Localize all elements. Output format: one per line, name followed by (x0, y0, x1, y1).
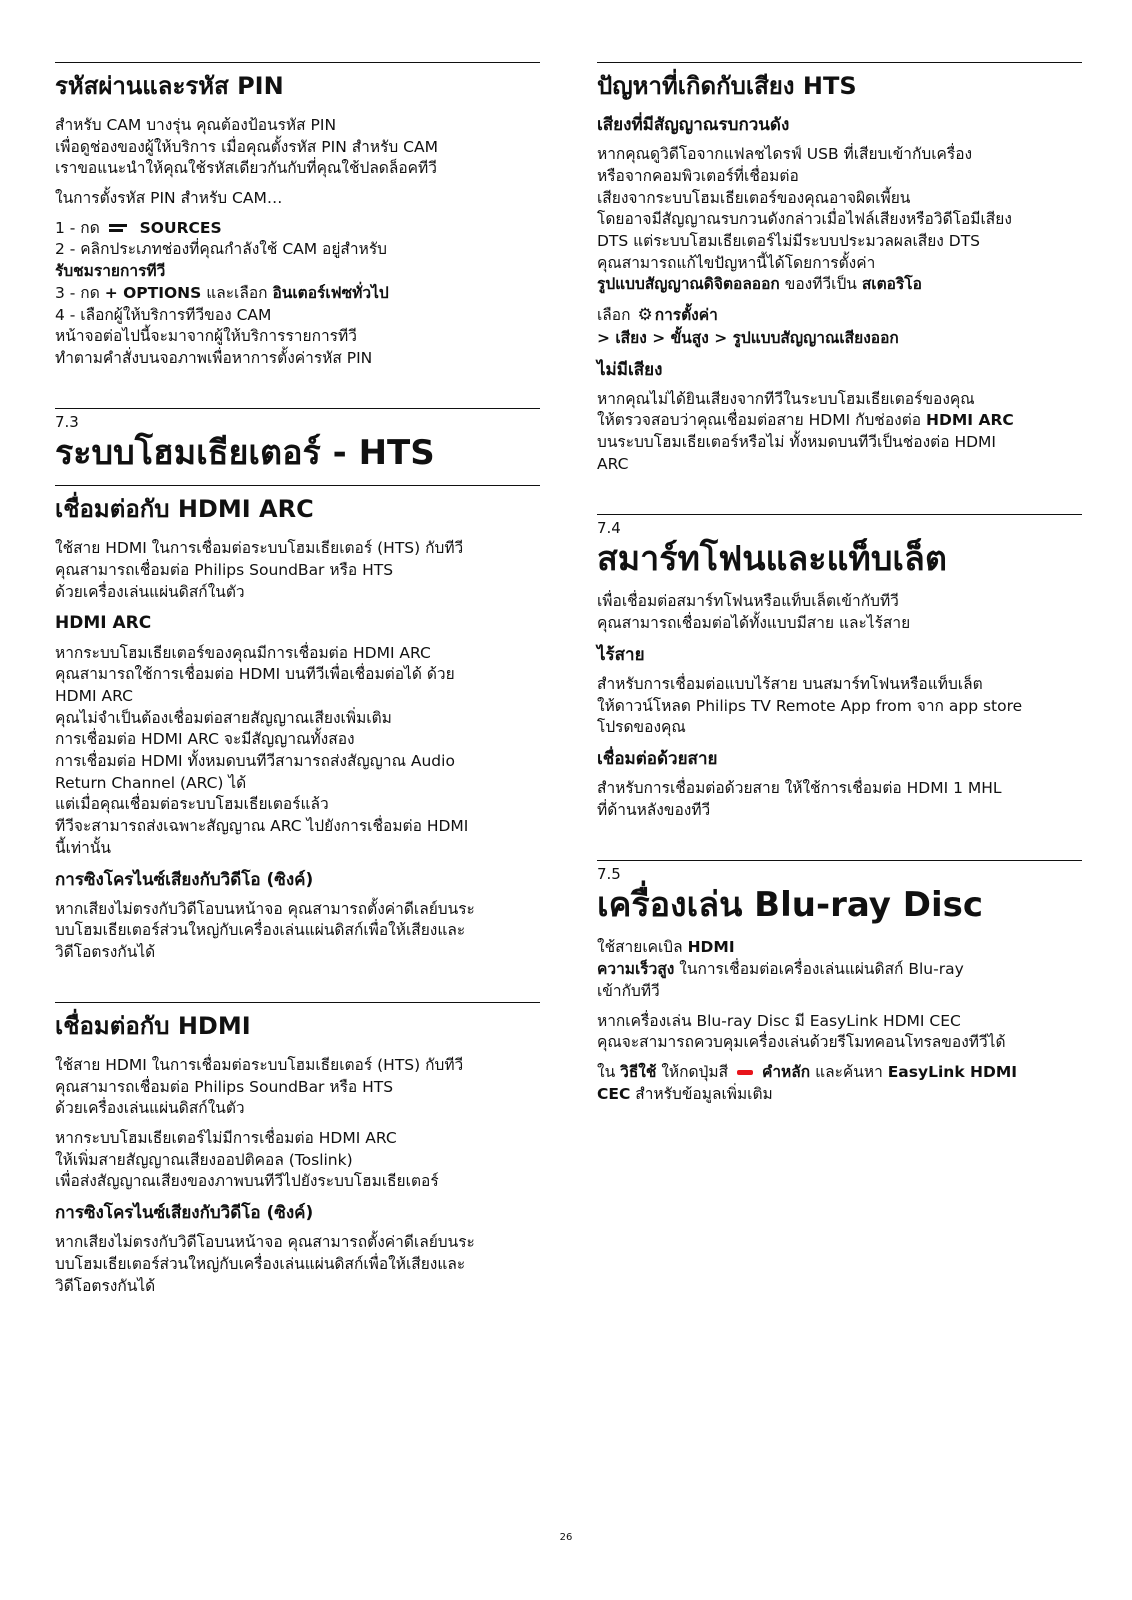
easylink-label: EasyLink HDMI (887, 1062, 1018, 1081)
text-line (597, 274, 1082, 296)
text-line: เข้ากับทีวี (597, 981, 660, 1000)
sync-body (55, 899, 540, 964)
text-line: คุณจะสามารถควบคุมเครื่องเล่นด้วยรีโมทคอนโทรลของทีวีได้ (597, 1033, 1006, 1052)
step-2-bold (55, 261, 540, 283)
text-line: หรือจากคอมพิวเตอร์ที่เชื่อมต่อ (597, 166, 799, 185)
text-line: เพื่อเชื่อมต่อสมาร์ทโฟนหรือแท็บเล็ตเข้ากับทีวี (597, 592, 899, 611)
step-3 (55, 283, 540, 305)
text-line (597, 1084, 1082, 1106)
hdmi-toslink (55, 1128, 540, 1193)
text-line: ให้เพิ่มสายสัญญาณเสียงออปติคอล (Toslink) (55, 1150, 353, 1169)
pin-heading: รหัสผ่านและรหัส PIN (55, 72, 284, 100)
bluray-help (597, 1062, 1082, 1105)
text-line: คุณไม่จำเป็นต้องเชื่อมต่อสายสัญญาณเสียงเพิ่มเติม (55, 708, 392, 727)
text-line: หน้าจอต่อไปนี้จะมาจากผู้ให้บริการรายการทีวี (55, 327, 357, 346)
text-line: เราขอแนะนำให้คุณใช้รหัสเดียวกันกับที่คุณใช้ปลดล็อคทีวี (55, 159, 437, 178)
text-line: ด้วยเครื่องเล่นแผ่นดิสก์ในตัว (55, 1099, 245, 1118)
text-line (597, 937, 1082, 959)
text-line: DTS แต่ระบบโฮมเธียเตอร์ไม่มีระบบประมวลผลเสียง DTS (597, 232, 981, 250)
text-line: นี้เท่านั้น (55, 838, 112, 857)
text-fragment: สำหรับข้อมูลเพิ่มเติม (635, 1084, 773, 1103)
wireless-subheading: ไร้สาย (597, 644, 645, 665)
step-text: 3 - กด (55, 283, 100, 302)
text-line: ที่ด้านหลังของทีวี (597, 800, 711, 819)
gear-icon: ⚙ (637, 305, 653, 326)
text-line: สำหรับการเชื่อมต่อด้วยสาย ให้ใช้การเชื่อมต่อ HDMI 1 MHL (597, 779, 1002, 798)
text-fragment: และค้นหา (815, 1062, 883, 1081)
smartphones-chapter-title: สมาร์ทโฟนและแท็บเล็ต (597, 538, 947, 579)
menu-path: > เสียง > ขั้นสูง > รูปแบบสัญญาณเสียงออก (597, 328, 899, 347)
text-line (597, 410, 1082, 432)
text-line: โปรดของคุณ (597, 718, 686, 737)
hdmi-label: HDMI (687, 938, 735, 957)
text-line: Return Channel (ARC) ได้ (55, 773, 247, 792)
hdmi-arc-heading: เชื่อมต่อกับ HDMI ARC (55, 495, 314, 524)
step-text: และเลือก (206, 283, 268, 302)
text-fragment: ให้กดปุ่มสี (661, 1062, 729, 1081)
text-line: สำหรับ CAM บางรุ่น คุณต้องป้อนรหัส PIN (55, 116, 337, 134)
text-fragment: ของทีวีเป็น (784, 275, 857, 294)
pin-steps (55, 218, 540, 370)
smartphones-intro (597, 591, 1082, 634)
page-number: 26 (559, 1532, 573, 1543)
text-line: หากคุณไม่ได้ยินเสียงจากทีวีในระบบโฮมเธียเตอร์ของคุณ (597, 389, 975, 408)
text-fragment: เลือก (597, 306, 631, 325)
text-line: บบโฮมเธียเตอร์ส่วนใหญ่กับเครื่องเล่นแผ่นดิสก์เพื่อให้เสียงและ (55, 921, 466, 940)
text-line: ARC (597, 454, 629, 473)
section-rule (55, 485, 540, 486)
step-text: 1 - กด (55, 218, 100, 237)
wireless-body (597, 674, 1082, 739)
hdmi-intro (55, 1055, 540, 1120)
section-number: 7.5 (597, 864, 621, 883)
step-2-target: รับชมรายการทีวี (55, 262, 166, 281)
step-1 (55, 218, 540, 240)
text-fragment: ใน (597, 1062, 616, 1081)
noise-subheading: เสียงที่มีสัญญาณรบกวนดัง (597, 115, 790, 135)
text-line: แต่เมื่อคุณเชื่อมต่อระบบโฮมเธียเตอร์แล้ว (55, 795, 329, 814)
text-fragment: ในการเชื่อมต่อเครื่องเล่นแผ่นดิสก์ Blu-ray (679, 960, 964, 979)
bluray-intro (597, 937, 1082, 1002)
section-rule (55, 1002, 540, 1003)
text-line: หากเครื่องเล่น Blu-ray Disc มี EasyLink HDMI CEC (597, 1011, 961, 1030)
sync-subheading: การซิงโครไนซ์เสียงกับวิดีโอ (ซิงค์) (55, 1202, 314, 1223)
text-line: เพื่อดูช่องของผู้ให้บริการ เมื่อคุณตั้งรหัส PIN สำหรับ CAM (55, 137, 438, 156)
no-sound-body (597, 389, 1082, 476)
settings-label: การตั้งค่า (654, 306, 718, 325)
text-line: ใช้สาย HDMI ในการเชื่อมต่อระบบโฮมเธียเตอร์ (HTS) กับทีวี (55, 539, 464, 558)
sources-icon (109, 223, 131, 233)
section-rule (55, 408, 540, 409)
sources-label: SOURCES (139, 218, 222, 237)
wired-subheading: เชื่อมต่อด้วยสาย (597, 749, 718, 770)
section-rule (597, 62, 1082, 63)
text-line: หากคุณดูวิดีโอจากแฟลชไดรฟ์ USB ที่เสียบเข้ากับเครื่อง (597, 145, 973, 164)
text-line: การเชื่อมต่อ HDMI ทั้งหมดบนทีวีสามารถส่งสัญญาณ Audio (55, 752, 455, 771)
step-4: 4 - เลือกผู้ให้บริการทีวีของ CAM (55, 305, 272, 324)
text-line: การเชื่อมต่อ HDMI ARC จะมีสัญญาณทั้งสอง (55, 730, 355, 749)
text-line: ให้ดาวน์โหลด Philips TV Remote App from จาก app store (597, 696, 1023, 715)
text-line: โดยอาจมีสัญญาณรบกวนดังกล่าวเมื่อไฟล์เสียงหรือวิดีโอมีเสียง (597, 210, 1012, 229)
digital-out-format-label: รูปแบบสัญญาณดิจิตอลออก (597, 275, 780, 294)
text-line: หากเสียงไม่ตรงกับวิดีโอบนหน้าจอ คุณสามารถตั้งค่าดีเลย์บนระ (55, 1233, 475, 1252)
cec-label: CEC (597, 1084, 631, 1103)
keywords-label: คำหลัก (761, 1062, 811, 1081)
text-fragment: ใช้สายเคเบิล (597, 938, 683, 957)
noise-body (597, 144, 1082, 296)
text-line: คุณสามารถเชื่อมต่อ Philips SoundBar หรือ HTS (55, 561, 394, 580)
hts-problems-heading: ปัญหาที่เกิดกับเสียง HTS (597, 72, 857, 100)
text-line: บบโฮมเธียเตอร์ส่วนใหญ่กับเครื่องเล่นแผ่นดิสก์เพื่อให้เสียงและ (55, 1254, 466, 1273)
hdmi-arc-subheading: HDMI ARC (55, 613, 152, 634)
no-sound-subheading: ไม่มีเสียง (597, 359, 663, 380)
text-line: HDMI ARC (55, 687, 133, 706)
text-line: ใช้สาย HDMI ในการเชื่อมต่อระบบโฮมเธียเตอร์ (HTS) กับทีวี (55, 1055, 464, 1074)
bluray-easylink (597, 1011, 1082, 1054)
text-line: คุณสามารถเชื่อมต่อได้ทั้งแบบมีสาย และไร้สาย (597, 614, 911, 633)
red-color-key-icon (737, 1070, 753, 1075)
text-line: วิดีโอตรงกันได้ (55, 1276, 156, 1295)
help-label: วิธีใช้ (620, 1062, 657, 1081)
text-fragment: ให้ตรวจสอบว่าคุณเชื่อมต่อสาย HDMI กับช่องต่อ (597, 411, 922, 430)
right-column (597, 62, 1082, 1113)
options-label: + OPTIONS (104, 283, 202, 302)
section-rule (55, 62, 540, 63)
stereo-label: สเตอริโอ (861, 275, 922, 294)
text-line: เพื่อส่งสัญญาณเสียงของภาพบนทีวีไปยังระบบโฮมเธียเตอร์ (55, 1172, 439, 1191)
pin-intro (55, 115, 540, 180)
text-line (597, 304, 1082, 328)
text-line: คุณสามารถใช้การเชื่อมต่อ HDMI บนทีวีเพื่อเชื่อมต่อได้ ด้วย (55, 665, 455, 684)
step-2: 2 - คลิกประเภทช่องที่คุณกำลังใช้ CAM อยู่สำหรับ (55, 240, 387, 259)
pin-setup-intro: ในการตั้งรหัส PIN สำหรับ CAM… (55, 189, 283, 208)
sync-body (55, 1232, 540, 1297)
hdmi-heading: เชื่อมต่อกับ HDMI (55, 1011, 251, 1040)
text-line: เสียงจากระบบโฮมเธียเตอร์ของคุณอาจผิดเพี้ยน (597, 188, 911, 207)
section-number: 7.4 (597, 518, 621, 537)
hdmi-arc-intro (55, 538, 540, 603)
hdmi-arc-label: HDMI ARC (926, 411, 1014, 430)
text-line (597, 1062, 1082, 1084)
left-column (55, 62, 540, 1305)
bluray-chapter-title: เครื่องเล่น Blu-ray Disc (597, 884, 984, 925)
text-line: ทำตามคำสั่งบนจอภาพเพื่อหาการตั้งค่ารหัส PIN (55, 348, 373, 367)
hdmi-arc-body (55, 643, 540, 860)
section-number: 7.3 (55, 412, 79, 431)
text-line: วิดีโอตรงกันได้ (55, 943, 156, 962)
text-line: คุณสามารถแก้ไขปัญหานี้ได้โดยการตั้งค่า (597, 253, 876, 272)
text-line: ด้วยเครื่องเล่นแผ่นดิสก์ในตัว (55, 582, 245, 601)
text-line: สำหรับการเชื่อมต่อแบบไร้สาย บนสมาร์ทโฟนหรือแท็บเล็ต (597, 674, 983, 693)
section-rule (597, 860, 1082, 861)
hts-chapter-title: ระบบโฮมเธียเตอร์ - HTS (55, 432, 435, 473)
text-line: บนระบบโฮมเธียเตอร์หรือไม่ ทั้งหมดบนทีวีเป็นช่องต่อ HDMI (597, 433, 997, 452)
sync-subheading: การซิงโครไนซ์เสียงกับวิดีโอ (ซิงค์) (55, 869, 314, 890)
text-line: หากเสียงไม่ตรงกับวิดีโอบนหน้าจอ คุณสามารถตั้งค่าดีเลย์บนระ (55, 899, 475, 918)
section-rule (597, 514, 1082, 515)
high-speed-label: ความเร็วสูง (597, 960, 675, 979)
wired-body (597, 778, 1082, 821)
text-line (597, 959, 1082, 981)
text-line: หากระบบโฮมเธียเตอร์ของคุณมีการเชื่อมต่อ HDMI ARC (55, 643, 431, 662)
text-line: ทีวีจะสามารถส่งเฉพาะสัญญาณ ARC ไปยังการเชื่อมต่อ HDMI (55, 817, 469, 836)
settings-path (597, 304, 1082, 349)
text-line: หากระบบโฮมเธียเตอร์ไม่มีการเชื่อมต่อ HDMI ARC (55, 1128, 397, 1147)
text-line: คุณสามารถเชื่อมต่อ Philips SoundBar หรือ HTS (55, 1077, 394, 1096)
common-interface-label: อินเตอร์เฟซทั่วไป (272, 283, 389, 302)
